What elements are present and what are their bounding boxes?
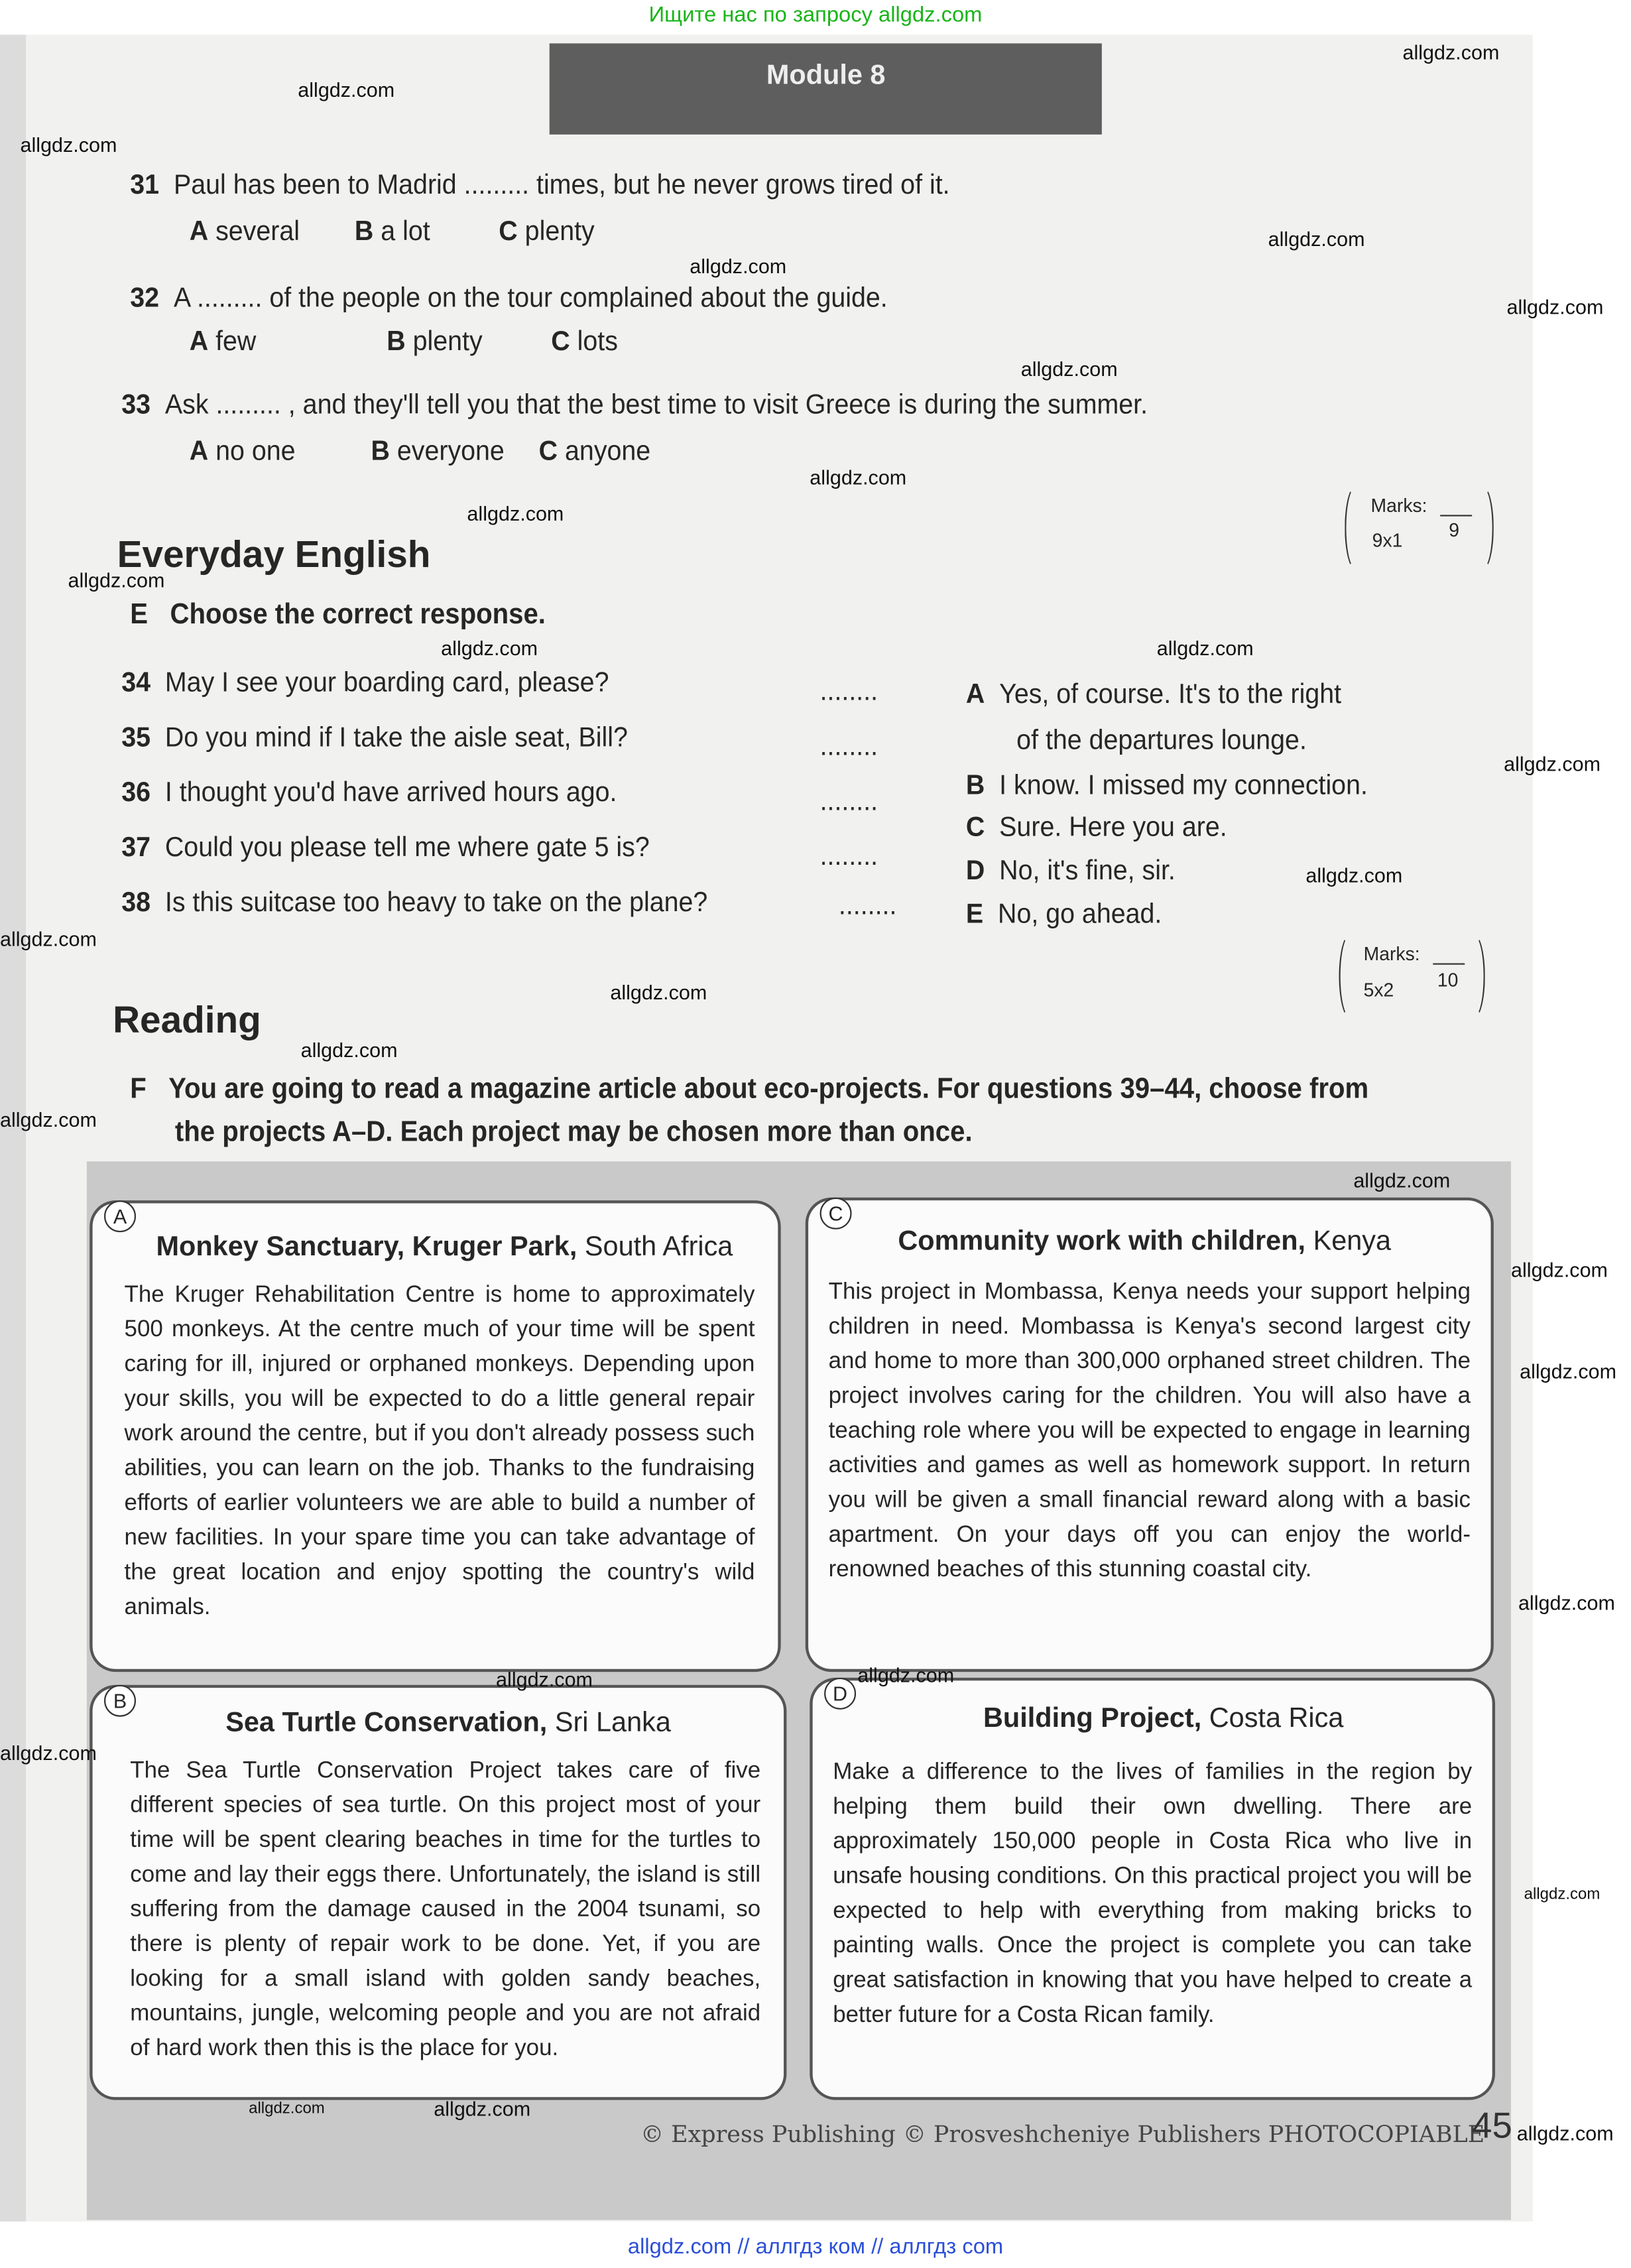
section-heading-everyday-english: Everyday English xyxy=(117,532,431,576)
option-text[interactable]: few xyxy=(215,326,257,357)
marks-total: 10 xyxy=(1437,969,1459,991)
project-title xyxy=(898,1226,1391,1258)
answer-blank-37[interactable]: ........ xyxy=(819,842,878,873)
question-37 xyxy=(121,833,650,865)
exercise-letter: E xyxy=(130,598,149,631)
instruction-text: You are going to read a magazine article about eco-projects. For questions 39–44, choose from xyxy=(168,1073,1369,1105)
response-e xyxy=(966,900,1162,932)
question-text: May I see your boarding card, please? xyxy=(164,668,609,699)
bottom-banner[interactable]: allgdz.com // аллгдз ком // аллгдз com xyxy=(627,2234,1004,2259)
project-text: This project in Mombassa, Kenya needs your support helping children in need. Mombassa is Kenya's second largest city and home to more than 300,000 orphaned street children. The project involves caring for the children. You will also have a teaching role where you will be expected to engage in learning activities and games as well as homework support. In return you will be given a small financial reward along with a basic apartment. On your days off you can enjoy the world-renowned beaches of this stunning coastal city. xyxy=(828,1280,1471,1582)
watermark: allgdz.com xyxy=(1511,1258,1608,1282)
question-number: 34 xyxy=(121,668,151,699)
watermark: allgdz.com xyxy=(467,501,564,525)
project-card-b xyxy=(90,1685,786,2100)
watermark: allgdz.com xyxy=(1518,1590,1615,1614)
marks-label: Marks: xyxy=(1363,942,1420,965)
project-letter: D xyxy=(824,1678,856,1710)
response-text: I know. I missed my connection. xyxy=(999,771,1368,802)
question-number: 37 xyxy=(121,833,151,863)
response-letter: A xyxy=(965,680,985,710)
option-letter: C xyxy=(538,436,558,468)
watermark: allgdz.com xyxy=(0,1741,97,1765)
watermark: allgdz.com xyxy=(857,1663,955,1686)
project-place: Kenya xyxy=(1313,1226,1392,1257)
answer-blank-36[interactable]: ........ xyxy=(819,787,878,818)
exercise-f-instruction-line2: the projects A–D. Each project may be chosen more than once. xyxy=(174,1116,973,1149)
option-letter: B xyxy=(387,326,406,357)
watermark: allgdz.com xyxy=(1504,752,1601,775)
watermark: allgdz.com xyxy=(1524,1885,1601,1904)
response-a xyxy=(966,680,1341,712)
exercise-letter: F xyxy=(130,1073,147,1105)
watermark: allgdz.com xyxy=(690,254,787,278)
question-text: Is this suitcase too heavy to take on the plane? xyxy=(164,888,708,918)
project-letter: A xyxy=(104,1200,136,1232)
option-text[interactable]: no one xyxy=(215,436,296,468)
project-card-a xyxy=(90,1200,780,1672)
module-title: Module 8 xyxy=(766,60,886,92)
project-letter: C xyxy=(820,1198,852,1229)
marks-total: 9 xyxy=(1449,519,1460,541)
response-letter: C xyxy=(965,812,985,844)
project-title xyxy=(983,1704,1343,1735)
project-place: Costa Rica xyxy=(1209,1704,1344,1734)
question-text: I thought you'd have arrived hours ago. xyxy=(164,778,617,809)
option-text[interactable]: lots xyxy=(577,326,618,357)
answer-blank-34[interactable]: ........ xyxy=(819,676,878,708)
option-text[interactable]: several xyxy=(215,217,300,247)
watermark: allgdz.com xyxy=(20,133,117,157)
watermark: allgdz.com xyxy=(249,2100,325,2117)
option-text[interactable]: plenty xyxy=(524,217,595,247)
response-letter: D xyxy=(965,856,985,887)
project-letter: B xyxy=(104,1685,136,1717)
watermark: allgdz.com xyxy=(68,568,165,592)
response-d xyxy=(966,856,1176,888)
question-text: A ......... of the people on the tour complained about the guide. xyxy=(173,283,888,314)
project-text: The Sea Turtle Conservation Project takes care of five different species of sea turtle. On this project most of your time will be spent clearing beaches in time for the turtles to come and lay their eggs there. Unfortunately, the island is still suffering from the damage caused in the 2004 tsunami, so there is plenty of repair work to be done. Yet, if you are looking for a small island with golden sandy beaches, mountains, jungle, welcoming people and you are not afraid of hard work then this is the place for you. xyxy=(130,1758,761,2061)
response-b xyxy=(966,771,1368,802)
question-number: 31 xyxy=(130,170,160,202)
option-letter: B xyxy=(354,217,374,247)
option-letter: B xyxy=(371,436,390,468)
question-number: 35 xyxy=(121,723,151,754)
exercise-f-instruction xyxy=(130,1073,1368,1106)
option-letter: A xyxy=(189,436,209,468)
question-31 xyxy=(130,170,949,202)
watermark: allgdz.com xyxy=(1268,227,1365,251)
question-32-options xyxy=(190,327,618,359)
option-text[interactable]: anyone xyxy=(565,436,651,468)
question-text: Paul has been to Madrid ......... times, but he never grows tired of it. xyxy=(173,170,950,202)
project-text: The Kruger Rehabilitation Centre is home to approximately 500 monkeys. At the centre much of your time will be spent caring for ill, injured or orphaned monkeys. Depending upon your skills, you will be expected to do a little general repair work around the centre, but if you don't already possess such abilities, you can learn on the job. Thanks to the fundraising efforts of earlier volunteers we are able to build a number of new facilities. In your spare time you can take advantage of the great location and enjoy spotting the country's wild animals. xyxy=(124,1283,755,1620)
question-33-options xyxy=(190,437,650,469)
response-text: Sure. Here you are. xyxy=(999,812,1227,844)
question-33 xyxy=(121,391,1148,422)
option-text[interactable]: everyone xyxy=(396,436,505,468)
watermark: allgdz.com xyxy=(0,926,97,950)
project-card-c xyxy=(806,1198,1494,1672)
project-card-d xyxy=(810,1678,1495,2100)
marks-formula: 9x1 xyxy=(1372,529,1403,551)
project-name: Monkey Sanctuary, Kruger Park, xyxy=(156,1232,577,1263)
response-text: No, go ahead. xyxy=(998,899,1162,930)
question-text: Do you mind if I take the aisle seat, Bill? xyxy=(164,723,628,754)
option-letter: A xyxy=(189,326,209,357)
question-34 xyxy=(121,668,609,700)
option-letter: A xyxy=(189,217,209,247)
watermark: allgdz.com xyxy=(610,980,707,1004)
section-heading-reading: Reading xyxy=(113,997,261,1042)
response-text: No, it's fine, sir. xyxy=(999,856,1176,887)
project-place: Sri Lanka xyxy=(554,1708,671,1739)
answer-blank-38[interactable]: ........ xyxy=(838,891,897,922)
watermark: allgdz.com xyxy=(434,2097,531,2121)
marks-label: Marks: xyxy=(1370,494,1427,517)
project-name: Sea Turtle Conservation, xyxy=(225,1708,548,1739)
option-text[interactable]: a lot xyxy=(381,217,430,247)
page-number: 45 xyxy=(1472,2106,1512,2147)
watermark: allgdz.com xyxy=(300,1038,398,1062)
question-36 xyxy=(121,778,617,810)
answer-blank-35[interactable]: ........ xyxy=(819,731,878,763)
response-a-line2: of the departures lounge. xyxy=(1016,725,1307,757)
project-place: South Africa xyxy=(584,1232,733,1263)
marks-bracket-right xyxy=(1463,934,1485,1018)
module-header xyxy=(550,43,1102,134)
copyright-footer: © Express Publishing © Prosveshcheniye Publishers PHOTOCOPIABLE xyxy=(640,2120,1485,2148)
option-letter: C xyxy=(499,217,518,247)
watermark: allgdz.com xyxy=(810,466,907,489)
question-text: Could you please tell me where gate 5 is? xyxy=(164,833,650,863)
response-c xyxy=(966,813,1227,845)
instruction-text: Choose the correct response. xyxy=(170,598,546,631)
watermark: allgdz.com xyxy=(298,78,395,101)
marks-blank xyxy=(1440,515,1472,516)
watermark: allgdz.com xyxy=(1506,294,1604,318)
project-name: Community work with children, xyxy=(898,1226,1306,1257)
exercise-e-instruction xyxy=(130,599,546,632)
watermark: allgdz.com xyxy=(1402,40,1500,64)
marks-bracket-left xyxy=(1339,934,1361,1018)
watermark: allgdz.com xyxy=(1305,863,1403,887)
question-32 xyxy=(130,283,887,315)
watermark: allgdz.com xyxy=(1520,1359,1617,1383)
watermark: allgdz.com xyxy=(1020,357,1118,381)
marks-formula: 5x2 xyxy=(1363,979,1394,1001)
option-text[interactable]: plenty xyxy=(412,326,483,357)
marks-bracket-left xyxy=(1345,486,1366,570)
watermark: allgdz.com xyxy=(1516,2121,1614,2145)
top-banner[interactable]: Ищите нас по запросу allgdz.com xyxy=(648,3,983,28)
question-text: Ask ......... , and they'll tell you that the best time to visit Greece is during the summer. xyxy=(164,390,1148,421)
marks-bracket-right xyxy=(1472,486,1494,570)
watermark: allgdz.com xyxy=(1156,636,1254,660)
option-letter: C xyxy=(551,326,570,357)
marks-blank xyxy=(1433,963,1465,964)
watermark: allgdz.com xyxy=(0,1107,97,1131)
watermark: allgdz.com xyxy=(1353,1168,1451,1192)
project-title xyxy=(225,1708,671,1740)
watermark: allgdz.com xyxy=(496,1667,593,1691)
question-31-options xyxy=(190,217,595,249)
response-letter: E xyxy=(965,899,984,930)
question-number: 36 xyxy=(121,778,151,809)
response-letter: B xyxy=(965,771,985,802)
question-38 xyxy=(121,888,707,920)
response-text: Yes, of course. It's to the right xyxy=(999,680,1342,710)
project-name: Building Project, xyxy=(983,1704,1202,1734)
question-35 xyxy=(121,723,628,755)
question-number: 32 xyxy=(130,283,160,314)
question-number: 38 xyxy=(121,888,151,918)
watermark: allgdz.com xyxy=(441,636,538,660)
question-number: 33 xyxy=(121,390,151,421)
project-text: Make a difference to the lives of families in the region by helping them build their own dwelling. There are approximately 150,000 people in Costa Rica who live in unsafe housing conditions. On this practical project you will be expected to help with everything from making bricks to painting walls. Once the project is complete you can take great satisfaction in knowing that you have helped to create a better future for a Costa Rican family. xyxy=(833,1760,1473,2028)
project-title xyxy=(156,1232,733,1264)
